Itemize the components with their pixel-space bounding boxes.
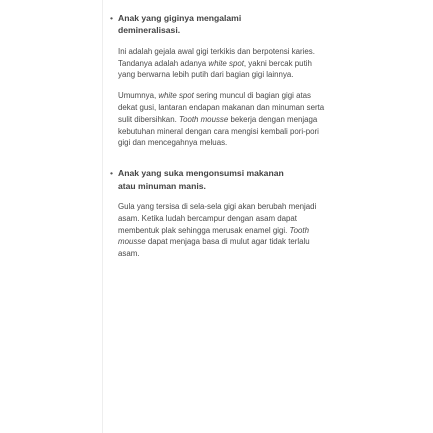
item-paragraph (110, 46, 326, 81)
paragraph-text: Gula yang tersisa di sela-sela gigi akan berubah menjadi asam. Ketika ludah bercampur dengan asam dapat membentuk plak sehingga merusak enamel gigi. (118, 202, 317, 235)
italic-term: Tooth mousse (178, 114, 229, 124)
paragraph-text: sering muncul di bagian gigi atas dekat gusi, lantaran endapan makanan dan minuman serta sulit dibersihkan. (118, 91, 325, 124)
paragraph-text: dapat menjaga basa di mulut agar tidak terlalu asam. (118, 237, 310, 259)
item-paragraph (110, 201, 326, 260)
list-item (110, 167, 326, 260)
bullet-icon: • (110, 168, 114, 179)
heading-line: demineralisasi. (118, 25, 181, 36)
italic-term: white spot (158, 91, 194, 101)
item-paragraph (110, 90, 326, 149)
heading-line: atau minuman manis. (118, 180, 206, 191)
article-content (110, 12, 326, 268)
item-heading (110, 12, 326, 37)
paragraph-text: , yakni bercak putih yang berwarna lebih putih dari bagian gigi lainnya. (118, 58, 312, 80)
paragraph-text: Umumnya, (118, 91, 159, 101)
paragraph-text: Ini adalah gejala awal gigi terkikis dan berpotensi karies. Tandanya adalah adanya (118, 46, 315, 68)
list-item (110, 12, 326, 149)
italic-term: white spot (208, 58, 244, 68)
heading-line: Anak yang giginya mengalami (118, 13, 242, 23)
bullet-icon: • (110, 13, 114, 23)
italic-term: Tooth mousse (118, 225, 309, 247)
item-heading (110, 167, 326, 192)
paragraph-text: bekerja dengan menjaga kebutuhan mineral dengan cara mengisi kembali pori-pori gigi dan mencegahnya meluas. (118, 114, 319, 148)
heading-line: Anak yang suka mengonsumsi makanan (118, 168, 284, 179)
left-divider (102, 0, 103, 433)
